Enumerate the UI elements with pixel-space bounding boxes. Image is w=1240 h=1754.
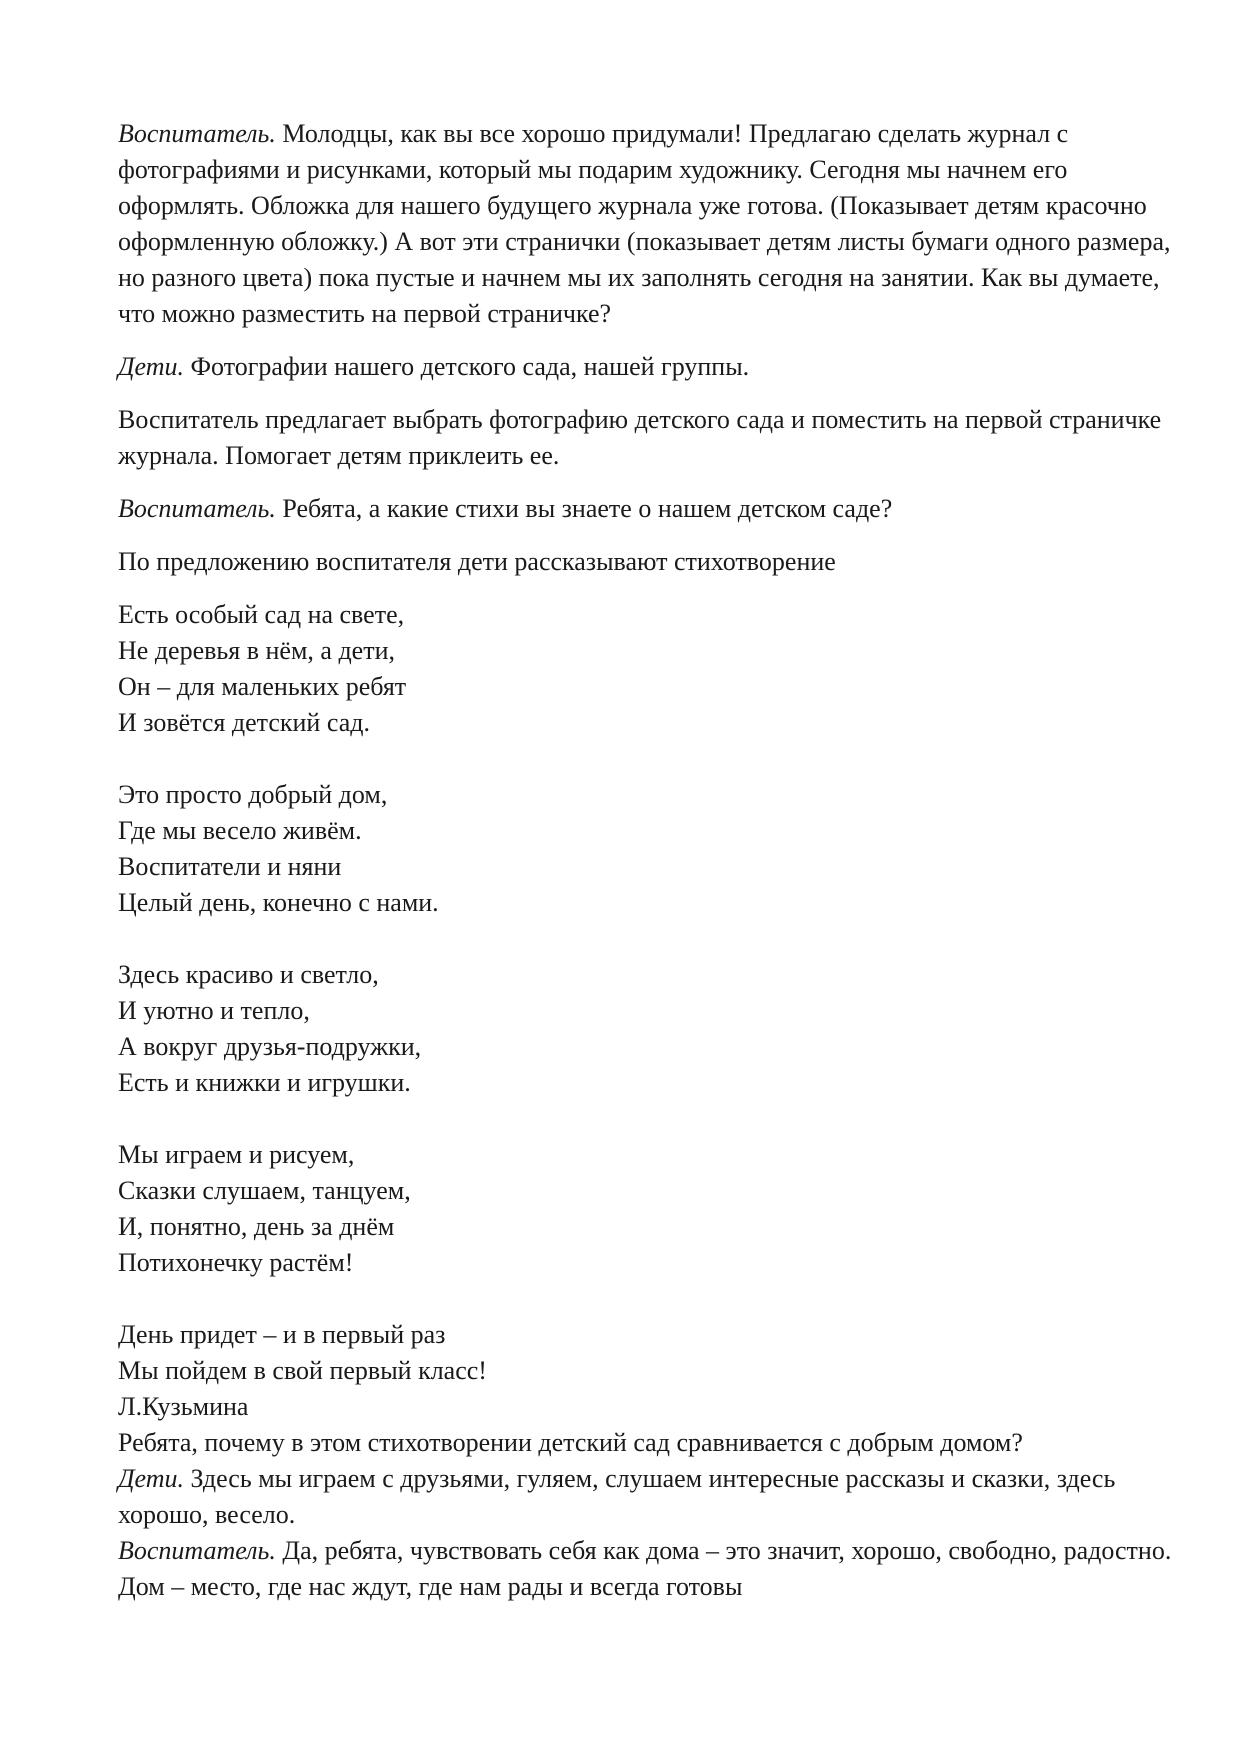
poem-line: Есть и книжки и игрушки. [118, 1068, 411, 1097]
poem-line: Не деревья в нём, а дети, [118, 636, 395, 665]
paragraph-text: Фотографии нашего детского сада, нашей группы. [184, 352, 750, 381]
poem-stanza-4 [118, 1137, 1178, 1281]
paragraph-teacher-followup: Ребята, почему в этом стихотворении детский сад сравнивается с добрым домом? [118, 1428, 1023, 1457]
paragraph-teacher-question [118, 491, 1178, 527]
speaker-label: Воспитатель. [118, 119, 276, 148]
poem-stanza-1 [118, 597, 1178, 741]
poem-line: А вокруг друзья-подружки, [118, 1032, 422, 1061]
poem-line: И, понятно, день за днём [118, 1212, 395, 1241]
paragraph-text: Да, ребята, чувствовать себя как дома – это значит, хорошо, свободно, радостно. Дом – место, где нас ждут, где нам рады и всегда готовы [118, 1536, 1172, 1601]
poem-line: Целый день, конечно с нами. [118, 888, 439, 917]
poem-line: И зовётся детский сад. [118, 708, 370, 737]
poem-line: Есть особый сад на свете, [118, 600, 405, 629]
speaker-label: Дети. [118, 1464, 185, 1493]
poem-stanza-2 [118, 777, 1178, 921]
poem-line: Это просто добрый дом, [118, 780, 388, 809]
document-page [118, 116, 1178, 1605]
poem-stanza-5 [118, 1317, 1178, 1425]
poem-line: Мы пойдем в свой первый класс! [118, 1356, 487, 1385]
poem-line: Воспитатели и няни [118, 852, 342, 881]
speaker-label: Воспитатель. [118, 494, 276, 523]
poem-line: Он – для маленьких ребят [118, 672, 407, 701]
paragraph-text: Молодцы, как вы все хорошо придумали! Предлагаю сделать журнал с фотографиями и рисунками, который мы подарим художнику. Сегодня мы начнем его оформлять. Обложка для нашего будущего журнала уже готова. (Показывает детям красочно оформленную обложку.) А вот эти странички (показывает детям листы бумаги одного размера, но разного цвета) пока пустые и начнем мы их заполнять сегодня на занятии. Как вы думаете, что можно разместить на первой страничке? [118, 119, 1171, 328]
poem-line: Сказки слушаем, танцуем, [118, 1176, 411, 1205]
poem-line: И уютно и тепло, [118, 996, 310, 1025]
poem-line: Где мы весело живём. [118, 816, 362, 845]
speaker-label: Воспитатель. [118, 1536, 276, 1565]
paragraph-children-reply [118, 1461, 1178, 1533]
poem-line: Потихонечку растём! [118, 1248, 354, 1277]
poem-line: Мы играем и рисуем, [118, 1140, 355, 1169]
paragraph-narration: Воспитатель предлагает выбрать фотографию детского сада и поместить на первой страничке журнала. Помогает детям приклеить ее. [118, 405, 1162, 470]
paragraph-children-answer [118, 349, 1178, 385]
paragraph-teacher-closing [118, 1533, 1178, 1605]
paragraph-teacher-intro [118, 116, 1178, 332]
paragraph-text: Здесь мы играем с друзьями, гуляем, слушаем интересные рассказы и сказки, здесь хорошо, весело. [118, 1464, 1116, 1529]
speaker-label: Дети. [118, 352, 185, 381]
paragraph-poem-intro: По предложению воспитателя дети рассказывают стихотворение [118, 547, 836, 576]
poem-stanza-3 [118, 957, 1178, 1101]
poem-line: День придет – и в первый раз [118, 1320, 446, 1349]
poem-author: Л.Кузьмина [118, 1392, 249, 1421]
poem-line: Здесь красиво и светло, [118, 960, 379, 989]
paragraph-text: Ребята, а какие стихи вы знаете о нашем детском саде? [275, 494, 893, 523]
